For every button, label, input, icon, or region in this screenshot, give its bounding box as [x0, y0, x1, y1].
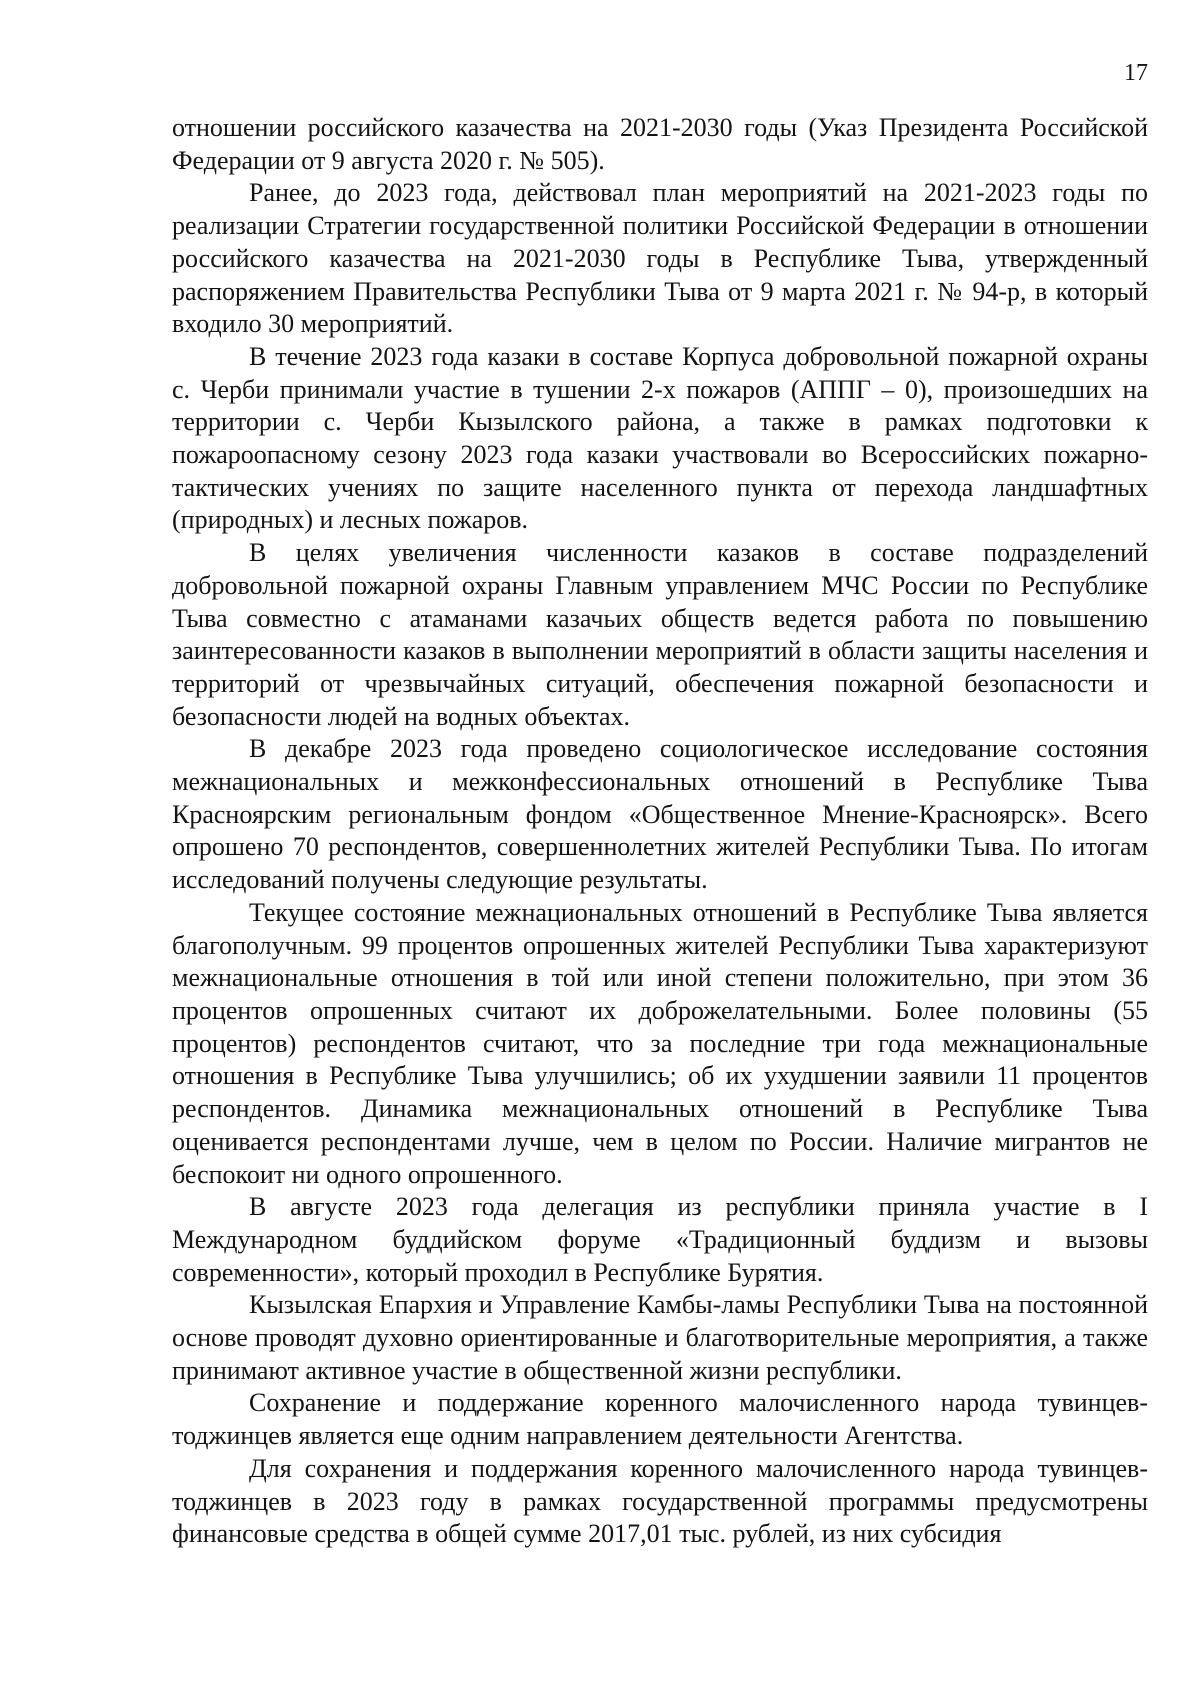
paragraph-continuation: отношении российского казачества на 2021-2030 годы (Указ Президента Российской Федерации от 9 августа 2020 г. № 505).: [172, 113, 1148, 175]
page-number: 17: [1124, 60, 1148, 86]
paragraph-buddhist-forum: В августе 2023 года делегация из республики приняла участие в I Международном буддийском форуме «Традиционный буддизм и вызовы современности», который проходил в Республике Бурятия.: [172, 1192, 1148, 1287]
document-body: [172, 112, 1148, 1551]
paragraph-survey: В декабре 2023 года проведено социологическое исследование состояния межнациональных и межконфессиональных отношений в Республике Тыва Красноярским региональным фондом «Общественное Мнение-Красноярск». Всего опрошено 70 респондентов, совершеннолетних жителей Республики Тыва. По итогам исследований получены следующие результаты.: [172, 734, 1148, 895]
paragraph-survey-results: Текущее состояние межнациональных отношений в Республике Тыва является благополучным. 99 процентов опрошенных жителей Республики Тыва характеризуют межнациональные отношения в той или иной степени положительно, при этом 36 процентов опрошенных считают их доброжелательными. Более половины (55 процентов) респондентов считают, что за последние три года межнациональные отношения в Республике Тыва улучшились; об их ухудшении заявили 11 процентов респондентов. Динамика межнациональных отношений в Республике Тыва оценивается респондентами лучше, чем в целом по России. Наличие мигрантов не беспокоит ни одного опрошенного.: [172, 897, 1148, 1189]
paragraph-emergency-ministry: В целях увеличения численности казаков в составе подразделений добровольной пожарной охраны Главным управлением МЧС России по Республике Тыва совместно с атаманами казачьих обществ ведется работа по повышению заинтересованности казаков в выполнении мероприятий в области защиты населения и территорий от чрезвычайных ситуаций, обеспечения пожарной безопасности и безопасности людей на водных объектах.: [172, 538, 1148, 731]
paragraph-funding: Для сохранения и поддержания коренного малочисленного народа тувинцев-тоджинцев в 2023 году в рамках государственной программы предусмотрены финансовые средства в общей сумме 2017,01 тыс. рублей, из них субсидия: [172, 1453, 1148, 1549]
paragraph-fire-brigade: В течение 2023 года казаки в составе Корпуса добровольной пожарной охраны с. Черби принимали участие в тушении 2-х пожаров (АППГ – 0), произошедших на территории с. Черби Кызылского района, а также в рамках подготовки к пожароопасному сезону 2023 года казаки участвовали во Всероссийских пожарно-тактических учениях по защите населенного пункта от перехода ландшафтных (природных) и лесных пожаров.: [172, 341, 1148, 535]
paragraph-religious-orgs: Кызылская Епархия и Управление Камбы-ламы Республики Тыва на постоянной основе проводят духовно ориентированные и благотворительные мероприятия, а также принимают активное участие в общественной жизни республики.: [172, 1290, 1148, 1385]
paragraph-action-plan: Ранее, до 2023 года, действовал план мероприятий на 2021-2023 годы по реализации Стратегии государственной политики Российской Федерации в отношении российского казачества на 2021-2030 годы в Республике Тыва, утвержденный распоряжением Правительства Республики Тыва от 9 марта 2021 г. № 94-р, в который входило 30 мероприятий.: [172, 178, 1148, 339]
paragraph-indigenous-people: Сохранение и поддержание коренного малочисленного народа тувинцев-тоджинцев является еще одним направлением деятельности Агентства.: [172, 1388, 1148, 1451]
